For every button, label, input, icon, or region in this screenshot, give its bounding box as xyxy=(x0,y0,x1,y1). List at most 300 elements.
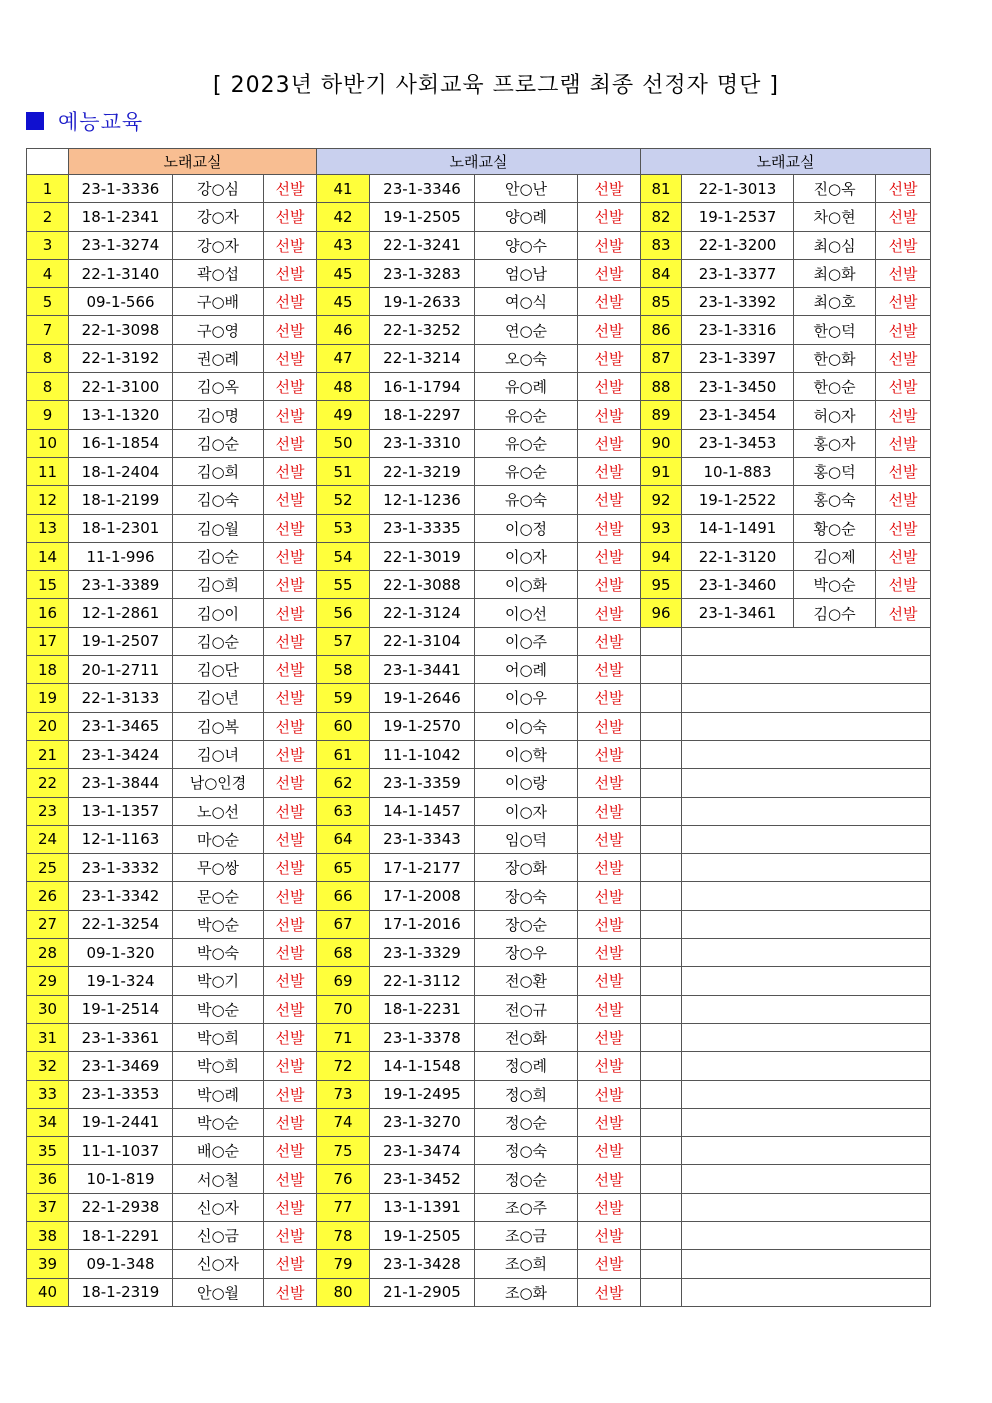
member-name: 신○금 xyxy=(173,1221,264,1249)
member-id: 23-1-3453 xyxy=(682,429,794,457)
member-id: 13-1-1391 xyxy=(370,1193,475,1221)
row-number: 25 xyxy=(27,854,69,882)
member-id: 22-1-3133 xyxy=(69,684,173,712)
selection-status: 선발 xyxy=(264,175,317,203)
table-row xyxy=(27,571,931,599)
member-name: 최○호 xyxy=(794,288,876,316)
member-name: 박○기 xyxy=(173,967,264,995)
member-id: 19-1-2505 xyxy=(370,203,475,231)
table-row xyxy=(27,854,931,882)
member-name: 김○명 xyxy=(173,401,264,429)
member-name: 한○화 xyxy=(794,344,876,372)
selection-status: 선발 xyxy=(578,712,641,740)
selection-status: 선발 xyxy=(578,740,641,768)
row-number: 17 xyxy=(27,627,69,655)
member-name: 장○화 xyxy=(475,854,578,882)
selection-status: 선발 xyxy=(264,1023,317,1051)
selection-status: 선발 xyxy=(578,797,641,825)
row-number: 63 xyxy=(317,797,370,825)
empty-number-cell xyxy=(641,684,682,712)
member-name: 김○숙 xyxy=(173,486,264,514)
table-row xyxy=(27,769,931,797)
member-name: 최○심 xyxy=(794,231,876,259)
selection-status: 선발 xyxy=(876,203,931,231)
member-name: 서○철 xyxy=(173,1165,264,1193)
member-id: 12-1-2861 xyxy=(69,599,173,627)
member-id: 23-1-3310 xyxy=(370,429,475,457)
row-number: 30 xyxy=(27,995,69,1023)
row-number: 85 xyxy=(641,288,682,316)
selection-status: 선발 xyxy=(264,712,317,740)
member-name: 강○자 xyxy=(173,203,264,231)
selection-status: 선발 xyxy=(264,259,317,287)
table-row xyxy=(27,401,931,429)
selection-status: 선발 xyxy=(264,825,317,853)
member-id: 13-1-1320 xyxy=(69,401,173,429)
member-name: 어○례 xyxy=(475,656,578,684)
row-number: 21 xyxy=(27,740,69,768)
selection-status: 선발 xyxy=(578,882,641,910)
selection-status: 선발 xyxy=(578,316,641,344)
empty-cell xyxy=(682,825,931,853)
member-id: 23-1-3452 xyxy=(370,1165,475,1193)
member-name: 한○순 xyxy=(794,373,876,401)
member-name: 장○우 xyxy=(475,939,578,967)
row-number: 40 xyxy=(27,1278,69,1306)
member-name: 한○덕 xyxy=(794,316,876,344)
row-number: 58 xyxy=(317,656,370,684)
table-row xyxy=(27,429,931,457)
selection-status: 선발 xyxy=(264,1137,317,1165)
selection-status: 선발 xyxy=(578,1278,641,1306)
member-name: 곽○섭 xyxy=(173,259,264,287)
member-id: 22-1-3104 xyxy=(370,627,475,655)
member-id: 18-1-2297 xyxy=(370,401,475,429)
row-number: 77 xyxy=(317,1193,370,1221)
selection-status: 선발 xyxy=(578,939,641,967)
empty-number-cell xyxy=(641,1193,682,1221)
row-number: 68 xyxy=(317,939,370,967)
row-number: 53 xyxy=(317,514,370,542)
selection-status: 선발 xyxy=(578,429,641,457)
member-name: 유○순 xyxy=(475,401,578,429)
member-name: 박○순 xyxy=(173,910,264,938)
row-number: 15 xyxy=(27,571,69,599)
member-name: 여○식 xyxy=(475,288,578,316)
selection-status: 선발 xyxy=(264,486,317,514)
row-number: 7 xyxy=(27,316,69,344)
row-number: 41 xyxy=(317,175,370,203)
table-row xyxy=(27,1221,931,1249)
member-name: 김○희 xyxy=(173,571,264,599)
selection-status: 선발 xyxy=(876,316,931,344)
member-name: 전○환 xyxy=(475,967,578,995)
selection-status: 선발 xyxy=(264,769,317,797)
member-id: 23-1-3454 xyxy=(682,401,794,429)
member-id: 18-1-2231 xyxy=(370,995,475,1023)
selection-status: 선발 xyxy=(578,1165,641,1193)
member-name: 정○례 xyxy=(475,1052,578,1080)
empty-number-cell xyxy=(641,1023,682,1051)
member-id: 13-1-1357 xyxy=(69,797,173,825)
member-name: 김○단 xyxy=(173,656,264,684)
member-name: 엄○남 xyxy=(475,259,578,287)
selection-status: 선발 xyxy=(264,542,317,570)
member-id: 23-1-3465 xyxy=(69,712,173,740)
member-id: 21-1-2905 xyxy=(370,1278,475,1306)
empty-cell xyxy=(682,967,931,995)
row-number: 66 xyxy=(317,882,370,910)
member-id: 23-1-3346 xyxy=(370,175,475,203)
member-id: 12-1-1236 xyxy=(370,486,475,514)
empty-number-cell xyxy=(641,797,682,825)
member-id: 18-1-2291 xyxy=(69,1221,173,1249)
member-id: 23-1-3389 xyxy=(69,571,173,599)
row-number: 29 xyxy=(27,967,69,995)
row-number: 75 xyxy=(317,1137,370,1165)
member-id: 14-1-1548 xyxy=(370,1052,475,1080)
member-id: 23-1-3270 xyxy=(370,1108,475,1136)
member-id: 14-1-1491 xyxy=(682,514,794,542)
selection-status: 선발 xyxy=(578,457,641,485)
selection-status: 선발 xyxy=(264,1165,317,1193)
member-id: 18-1-2301 xyxy=(69,514,173,542)
member-id: 22-1-3112 xyxy=(370,967,475,995)
member-name: 강○심 xyxy=(173,175,264,203)
member-id: 22-1-3098 xyxy=(69,316,173,344)
member-name: 박○순 xyxy=(794,571,876,599)
selection-status: 선발 xyxy=(578,1221,641,1249)
table-row xyxy=(27,259,931,287)
row-number: 56 xyxy=(317,599,370,627)
member-id: 22-1-3192 xyxy=(69,344,173,372)
empty-cell xyxy=(682,995,931,1023)
member-id: 22-1-3088 xyxy=(370,571,475,599)
member-id: 19-1-2514 xyxy=(69,995,173,1023)
row-number: 92 xyxy=(641,486,682,514)
selection-status: 선발 xyxy=(264,684,317,712)
member-name: 김○수 xyxy=(794,599,876,627)
member-name: 홍○숙 xyxy=(794,486,876,514)
row-number: 14 xyxy=(27,542,69,570)
selection-status: 선발 xyxy=(876,486,931,514)
selection-status: 선발 xyxy=(578,656,641,684)
member-id: 22-1-3219 xyxy=(370,457,475,485)
selection-status: 선발 xyxy=(578,1108,641,1136)
selection-status: 선발 xyxy=(578,1250,641,1278)
member-id: 23-1-3461 xyxy=(682,599,794,627)
empty-number-cell xyxy=(641,995,682,1023)
selection-status: 선발 xyxy=(264,1080,317,1108)
row-number: 37 xyxy=(27,1193,69,1221)
member-name: 안○난 xyxy=(475,175,578,203)
selection-status: 선발 xyxy=(578,769,641,797)
member-id: 23-1-3283 xyxy=(370,259,475,287)
member-name: 정○희 xyxy=(475,1080,578,1108)
member-name: 이○자 xyxy=(475,542,578,570)
member-id: 16-1-1794 xyxy=(370,373,475,401)
member-id: 18-1-2404 xyxy=(69,457,173,485)
table-row xyxy=(27,316,931,344)
row-number: 89 xyxy=(641,401,682,429)
selection-status: 선발 xyxy=(264,854,317,882)
selection-status: 선발 xyxy=(578,910,641,938)
roster-table xyxy=(26,148,931,1307)
empty-number-cell xyxy=(641,939,682,967)
member-id: 17-1-2177 xyxy=(370,854,475,882)
empty-cell xyxy=(682,712,931,740)
member-name: 김○순 xyxy=(173,429,264,457)
section-header xyxy=(26,106,143,136)
table-row xyxy=(27,967,931,995)
row-number: 67 xyxy=(317,910,370,938)
row-number: 46 xyxy=(317,316,370,344)
member-name: 안○월 xyxy=(173,1278,264,1306)
row-number: 93 xyxy=(641,514,682,542)
row-number: 18 xyxy=(27,656,69,684)
selection-status: 선발 xyxy=(264,457,317,485)
row-number: 20 xyxy=(27,712,69,740)
member-id: 23-1-3441 xyxy=(370,656,475,684)
table-row xyxy=(27,1278,931,1306)
selection-status: 선발 xyxy=(264,316,317,344)
empty-number-cell xyxy=(641,740,682,768)
selection-status: 선발 xyxy=(876,288,931,316)
header-group-3: 노래교실 xyxy=(641,149,931,175)
member-name: 유○숙 xyxy=(475,486,578,514)
member-name: 구○영 xyxy=(173,316,264,344)
member-name: 양○수 xyxy=(475,231,578,259)
member-name: 강○자 xyxy=(173,231,264,259)
member-id: 23-1-3469 xyxy=(69,1052,173,1080)
empty-number-cell xyxy=(641,712,682,740)
empty-number-cell xyxy=(641,1052,682,1080)
member-name: 이○화 xyxy=(475,571,578,599)
member-name: 이○정 xyxy=(475,514,578,542)
row-number: 19 xyxy=(27,684,69,712)
member-name: 박○숙 xyxy=(173,939,264,967)
table-row xyxy=(27,627,931,655)
empty-number-cell xyxy=(641,1137,682,1165)
row-number: 45 xyxy=(317,288,370,316)
selection-status: 선발 xyxy=(578,288,641,316)
row-number: 88 xyxy=(641,373,682,401)
member-id: 22-1-3100 xyxy=(69,373,173,401)
member-name: 김○희 xyxy=(173,457,264,485)
member-id: 22-1-3200 xyxy=(682,231,794,259)
row-number: 55 xyxy=(317,571,370,599)
row-number: 90 xyxy=(641,429,682,457)
row-number: 50 xyxy=(317,429,370,457)
row-number: 54 xyxy=(317,542,370,570)
selection-status: 선발 xyxy=(264,967,317,995)
table-row xyxy=(27,1165,931,1193)
selection-status: 선발 xyxy=(264,882,317,910)
row-number: 48 xyxy=(317,373,370,401)
table-row xyxy=(27,288,931,316)
table-row xyxy=(27,995,931,1023)
empty-number-cell xyxy=(641,910,682,938)
selection-status: 선발 xyxy=(876,231,931,259)
selection-status: 선발 xyxy=(578,401,641,429)
selection-status: 선발 xyxy=(578,1193,641,1221)
selection-status: 선발 xyxy=(264,203,317,231)
selection-status: 선발 xyxy=(578,1052,641,1080)
table-row xyxy=(27,882,931,910)
table-row xyxy=(27,1052,931,1080)
row-number: 84 xyxy=(641,259,682,287)
empty-number-cell xyxy=(641,769,682,797)
member-name: 장○숙 xyxy=(475,882,578,910)
header-corner xyxy=(27,149,69,175)
member-id: 23-1-3474 xyxy=(370,1137,475,1165)
member-name: 박○순 xyxy=(173,1108,264,1136)
member-id: 23-1-3336 xyxy=(69,175,173,203)
row-number: 47 xyxy=(317,344,370,372)
member-name: 전○화 xyxy=(475,1023,578,1051)
member-id: 23-1-3353 xyxy=(69,1080,173,1108)
member-name: 박○례 xyxy=(173,1080,264,1108)
member-id: 09-1-348 xyxy=(69,1250,173,1278)
member-id: 23-1-3378 xyxy=(370,1023,475,1051)
empty-cell xyxy=(682,882,931,910)
selection-status: 선발 xyxy=(264,1052,317,1080)
member-id: 17-1-2008 xyxy=(370,882,475,910)
member-name: 조○금 xyxy=(475,1221,578,1249)
member-name: 이○학 xyxy=(475,740,578,768)
member-name: 김○녀 xyxy=(173,740,264,768)
table-row xyxy=(27,373,931,401)
row-number: 22 xyxy=(27,769,69,797)
member-id: 19-1-2522 xyxy=(682,486,794,514)
row-number: 34 xyxy=(27,1108,69,1136)
member-id: 23-1-3316 xyxy=(682,316,794,344)
member-name: 문○순 xyxy=(173,882,264,910)
selection-status: 선발 xyxy=(876,457,931,485)
member-name: 장○순 xyxy=(475,910,578,938)
member-id: 22-1-3120 xyxy=(682,542,794,570)
row-number: 2 xyxy=(27,203,69,231)
empty-cell xyxy=(682,769,931,797)
empty-cell xyxy=(682,854,931,882)
member-id: 23-1-3397 xyxy=(682,344,794,372)
header-row xyxy=(27,149,931,175)
member-name: 전○규 xyxy=(475,995,578,1023)
member-name: 오○숙 xyxy=(475,344,578,372)
selection-status: 선발 xyxy=(578,1137,641,1165)
member-name: 정○숙 xyxy=(475,1137,578,1165)
row-number: 36 xyxy=(27,1165,69,1193)
member-name: 마○순 xyxy=(173,825,264,853)
selection-status: 선발 xyxy=(264,627,317,655)
selection-status: 선발 xyxy=(578,825,641,853)
member-name: 김○월 xyxy=(173,514,264,542)
table-row xyxy=(27,175,931,203)
row-number: 70 xyxy=(317,995,370,1023)
member-id: 14-1-1457 xyxy=(370,797,475,825)
row-number: 32 xyxy=(27,1052,69,1080)
selection-status: 선발 xyxy=(578,259,641,287)
member-id: 20-1-2711 xyxy=(69,656,173,684)
member-id: 23-1-3377 xyxy=(682,259,794,287)
member-id: 19-1-2646 xyxy=(370,684,475,712)
row-number: 1 xyxy=(27,175,69,203)
member-id: 11-1-1042 xyxy=(370,740,475,768)
selection-status: 선발 xyxy=(264,599,317,627)
row-number: 64 xyxy=(317,825,370,853)
empty-number-cell xyxy=(641,656,682,684)
table-row xyxy=(27,231,931,259)
member-id: 11-1-996 xyxy=(69,542,173,570)
empty-cell xyxy=(682,1137,931,1165)
empty-cell xyxy=(682,797,931,825)
selection-status: 선발 xyxy=(578,486,641,514)
selection-status: 선발 xyxy=(264,1193,317,1221)
table-row xyxy=(27,910,931,938)
row-number: 10 xyxy=(27,429,69,457)
page-title: [ 2023년 하반기 사회교육 프로그램 최종 선정자 명단 ] xyxy=(213,73,779,98)
selection-status: 선발 xyxy=(264,995,317,1023)
member-id: 16-1-1854 xyxy=(69,429,173,457)
member-name: 김○제 xyxy=(794,542,876,570)
member-id: 18-1-2319 xyxy=(69,1278,173,1306)
member-id: 10-1-883 xyxy=(682,457,794,485)
row-number: 62 xyxy=(317,769,370,797)
selection-status: 선발 xyxy=(264,939,317,967)
row-number: 57 xyxy=(317,627,370,655)
row-number: 95 xyxy=(641,571,682,599)
member-id: 23-1-3844 xyxy=(69,769,173,797)
row-number: 61 xyxy=(317,740,370,768)
empty-number-cell xyxy=(641,882,682,910)
selection-status: 선발 xyxy=(264,373,317,401)
empty-number-cell xyxy=(641,1278,682,1306)
row-number: 82 xyxy=(641,203,682,231)
empty-number-cell xyxy=(641,825,682,853)
table-row xyxy=(27,656,931,684)
member-name: 이○주 xyxy=(475,627,578,655)
row-number: 45 xyxy=(317,259,370,287)
selection-status: 선발 xyxy=(876,401,931,429)
member-id: 19-1-2495 xyxy=(370,1080,475,1108)
member-id: 23-1-3359 xyxy=(370,769,475,797)
row-number: 49 xyxy=(317,401,370,429)
table-row xyxy=(27,344,931,372)
row-number: 39 xyxy=(27,1250,69,1278)
empty-cell xyxy=(682,684,931,712)
row-number: 4 xyxy=(27,259,69,287)
table-row xyxy=(27,457,931,485)
selection-status: 선발 xyxy=(876,175,931,203)
row-number: 24 xyxy=(27,825,69,853)
member-name: 구○배 xyxy=(173,288,264,316)
row-number: 38 xyxy=(27,1221,69,1249)
member-name: 이○선 xyxy=(475,599,578,627)
member-name: 황○순 xyxy=(794,514,876,542)
member-name: 유○례 xyxy=(475,373,578,401)
empty-cell xyxy=(682,1193,931,1221)
member-name: 진○옥 xyxy=(794,175,876,203)
selection-status: 선발 xyxy=(578,1023,641,1051)
selection-status: 선발 xyxy=(876,344,931,372)
selection-status: 선발 xyxy=(578,571,641,599)
member-id: 09-1-566 xyxy=(69,288,173,316)
member-id: 23-1-3424 xyxy=(69,740,173,768)
member-id: 22-1-3252 xyxy=(370,316,475,344)
row-number: 9 xyxy=(27,401,69,429)
member-id: 22-1-3013 xyxy=(682,175,794,203)
selection-status: 선발 xyxy=(264,910,317,938)
